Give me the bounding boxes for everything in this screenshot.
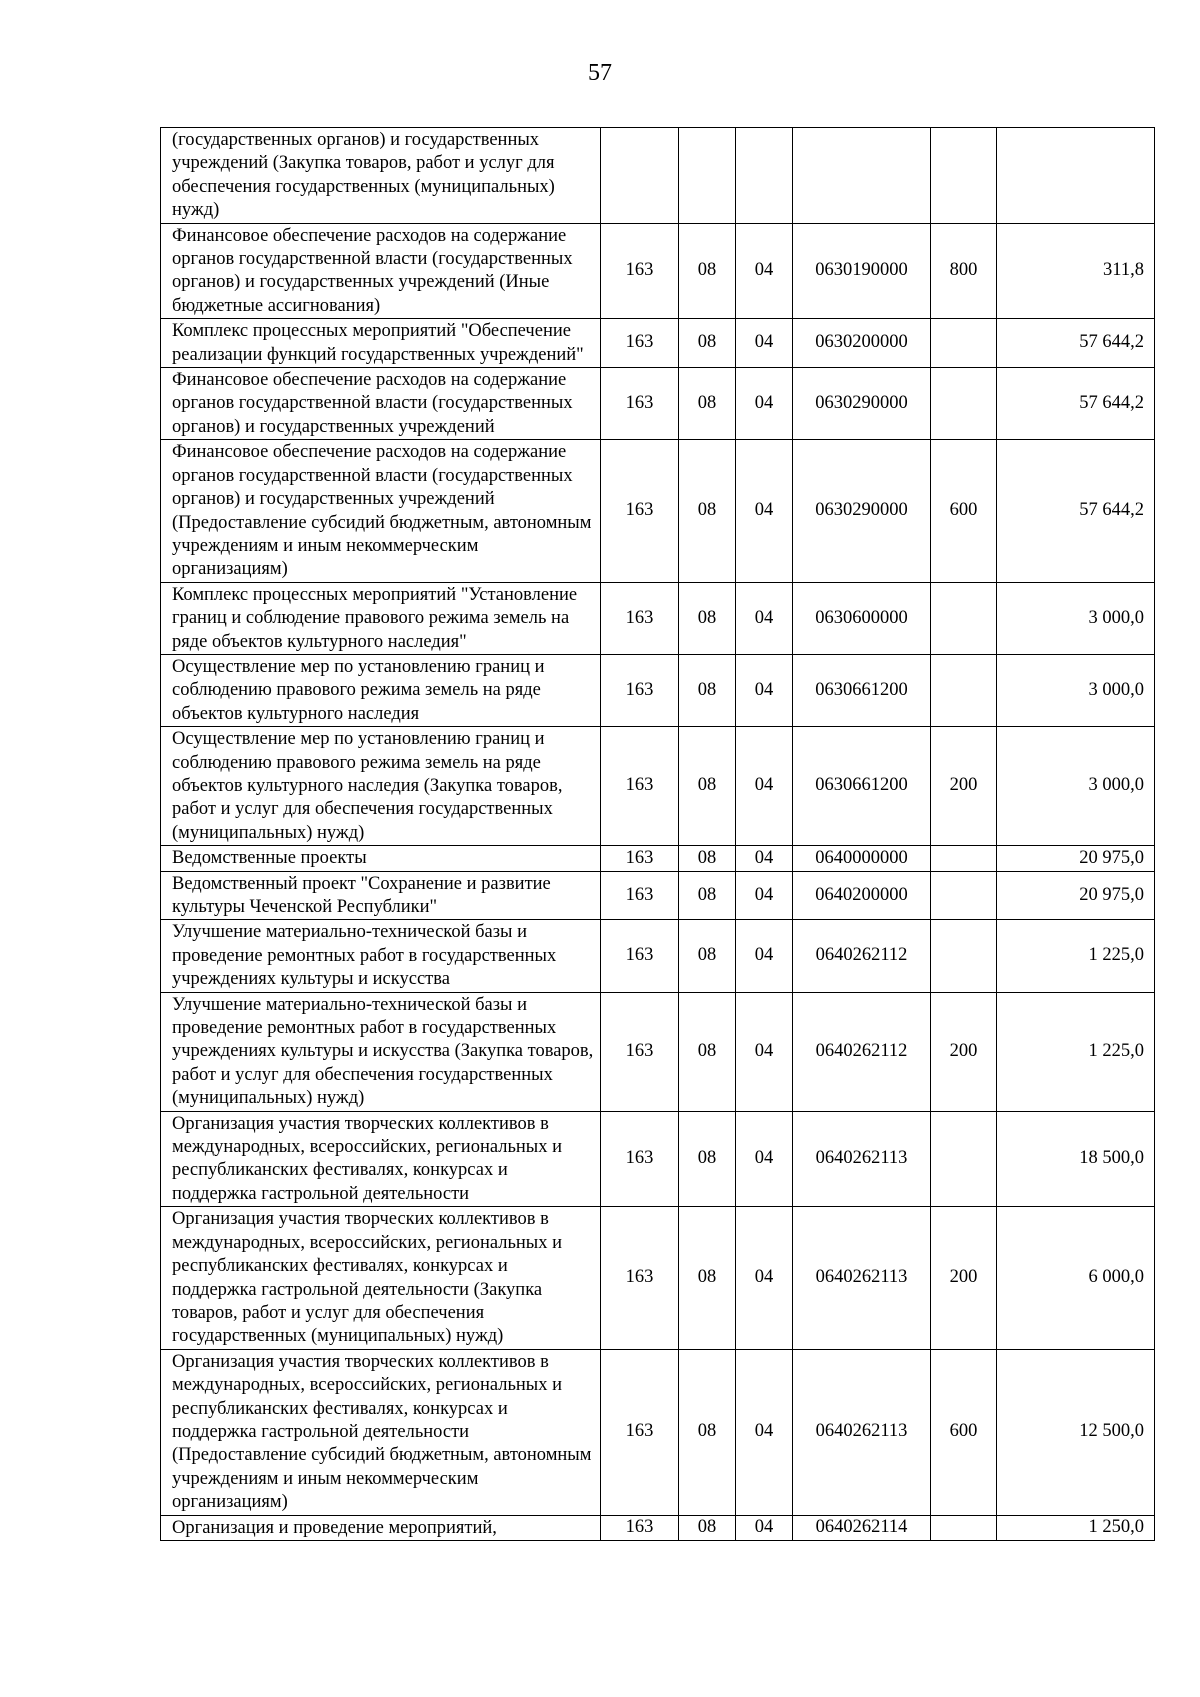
- target-article-cell: 0640262112: [793, 992, 931, 1111]
- section-code-cell: 08: [679, 1111, 736, 1207]
- table-row: [161, 582, 1155, 654]
- admin-code-cell: 163: [601, 1207, 679, 1349]
- admin-code-cell: 163: [601, 727, 679, 846]
- admin-code-cell: 163: [601, 992, 679, 1111]
- subsection-code-cell: 04: [736, 992, 793, 1111]
- section-code-cell: 08: [679, 223, 736, 319]
- admin-code-cell: 163: [601, 1349, 679, 1515]
- table-row: [161, 1515, 1155, 1540]
- section-code-cell: 08: [679, 368, 736, 440]
- expense-type-cell: [931, 128, 997, 224]
- table-row: [161, 440, 1155, 582]
- subsection-code-cell: 04: [736, 368, 793, 440]
- amount-cell: 57 644,2: [997, 319, 1155, 368]
- admin-code-cell: 163: [601, 1515, 679, 1540]
- row-name-cell: Ведомственные проекты: [161, 846, 601, 871]
- row-name-cell: Комплекс процессных мероприятий "Установление границ и соблюдение правового режима земель на ряде объектов культурного наследия": [161, 582, 601, 654]
- table-row: [161, 368, 1155, 440]
- target-article-cell: 0630200000: [793, 319, 931, 368]
- expense-type-cell: [931, 654, 997, 726]
- expense-type-cell: [931, 582, 997, 654]
- expense-type-cell: [931, 846, 997, 871]
- table-row: [161, 871, 1155, 920]
- subsection-code-cell: 04: [736, 1349, 793, 1515]
- subsection-code-cell: [736, 128, 793, 224]
- target-article-cell: 0640262113: [793, 1207, 931, 1349]
- row-name-cell: (государственных органов) и государственных учреждений (Закупка товаров, работ и услуг для обеспечения государственных (муниципальных) нужд): [161, 128, 601, 224]
- amount-cell: 1 225,0: [997, 920, 1155, 992]
- expense-type-cell: 200: [931, 992, 997, 1111]
- subsection-code-cell: 04: [736, 1207, 793, 1349]
- target-article-cell: 0640262113: [793, 1349, 931, 1515]
- amount-cell: [997, 128, 1155, 224]
- row-name-cell: Финансовое обеспечение расходов на содержание органов государственной власти (государственных органов) и государственных учреждений: [161, 368, 601, 440]
- amount-cell: 1 225,0: [997, 992, 1155, 1111]
- row-name-cell: Организация участия творческих коллективов в международных, всероссийских, региональных и республиканских фестивалях, конкурсах и поддержка гастрольной деятельности (Закупка товаров, работ и услуг для обеспечения государственных (муниципальных) нужд): [161, 1207, 601, 1349]
- target-article-cell: 0640000000: [793, 846, 931, 871]
- amount-cell: 12 500,0: [997, 1349, 1155, 1515]
- subsection-code-cell: 04: [736, 1111, 793, 1207]
- target-article-cell: 0630661200: [793, 654, 931, 726]
- table-row: [161, 654, 1155, 726]
- admin-code-cell: 163: [601, 1111, 679, 1207]
- admin-code-cell: 163: [601, 223, 679, 319]
- table-row: [161, 920, 1155, 992]
- admin-code-cell: 163: [601, 440, 679, 582]
- expense-type-cell: 600: [931, 440, 997, 582]
- admin-code-cell: 163: [601, 846, 679, 871]
- target-article-cell: 0630600000: [793, 582, 931, 654]
- section-code-cell: 08: [679, 1515, 736, 1540]
- section-code-cell: 08: [679, 846, 736, 871]
- row-name-cell: Комплекс процессных мероприятий "Обеспечение реализации функций государственных учреждений": [161, 319, 601, 368]
- subsection-code-cell: 04: [736, 871, 793, 920]
- section-code-cell: [679, 128, 736, 224]
- admin-code-cell: 163: [601, 871, 679, 920]
- section-code-cell: 08: [679, 1207, 736, 1349]
- section-code-cell: 08: [679, 871, 736, 920]
- table-row: [161, 128, 1155, 224]
- section-code-cell: 08: [679, 319, 736, 368]
- table-row: [161, 727, 1155, 846]
- table-row: [161, 1349, 1155, 1515]
- target-article-cell: 0640200000: [793, 871, 931, 920]
- expense-type-cell: [931, 871, 997, 920]
- table-row: [161, 1207, 1155, 1349]
- subsection-code-cell: 04: [736, 920, 793, 992]
- amount-cell: 1 250,0: [997, 1515, 1155, 1540]
- row-name-cell: Организация участия творческих коллективов в международных, всероссийских, региональных и республиканских фестивалях, конкурсах и поддержка гастрольной деятельности: [161, 1111, 601, 1207]
- amount-cell: 3 000,0: [997, 582, 1155, 654]
- admin-code-cell: 163: [601, 582, 679, 654]
- section-code-cell: 08: [679, 992, 736, 1111]
- target-article-cell: [793, 128, 931, 224]
- target-article-cell: 0630190000: [793, 223, 931, 319]
- expense-type-cell: 200: [931, 1207, 997, 1349]
- subsection-code-cell: 04: [736, 582, 793, 654]
- row-name-cell: Осуществление мер по установлению границ и соблюдению правового режима земель на ряде объектов культурного наследия: [161, 654, 601, 726]
- amount-cell: 57 644,2: [997, 440, 1155, 582]
- row-name-cell: Финансовое обеспечение расходов на содержание органов государственной власти (государственных органов) и государственных учреждений (Предоставление субсидий бюджетным, автономным учреждениям и иным некоммерческим организациям): [161, 440, 601, 582]
- table-row: [161, 992, 1155, 1111]
- row-name-cell: Финансовое обеспечение расходов на содержание органов государственной власти (государственных органов) и государственных учреждений (Иные бюджетные ассигнования): [161, 223, 601, 319]
- target-article-cell: 0630290000: [793, 440, 931, 582]
- admin-code-cell: 163: [601, 368, 679, 440]
- target-article-cell: 0630661200: [793, 727, 931, 846]
- subsection-code-cell: 04: [736, 319, 793, 368]
- admin-code-cell: 163: [601, 654, 679, 726]
- amount-cell: 3 000,0: [997, 727, 1155, 846]
- row-name-cell: Организация участия творческих коллективов в международных, всероссийских, региональных и республиканских фестивалях, конкурсах и поддержка гастрольной деятельности (Предоставление субсидий бюджетным, автономным учреждениям и иным некоммерческим организациям): [161, 1349, 601, 1515]
- expense-type-cell: [931, 319, 997, 368]
- amount-cell: 311,8: [997, 223, 1155, 319]
- admin-code-cell: 163: [601, 319, 679, 368]
- section-code-cell: 08: [679, 440, 736, 582]
- section-code-cell: 08: [679, 727, 736, 846]
- admin-code-cell: 163: [601, 920, 679, 992]
- row-name-cell: Улучшение материально-технической базы и проведение ремонтных работ в государственных учреждениях культуры и искусства: [161, 920, 601, 992]
- subsection-code-cell: 04: [736, 1515, 793, 1540]
- subsection-code-cell: 04: [736, 440, 793, 582]
- amount-cell: 20 975,0: [997, 871, 1155, 920]
- expense-type-cell: [931, 1111, 997, 1207]
- section-code-cell: 08: [679, 654, 736, 726]
- section-code-cell: 08: [679, 920, 736, 992]
- target-article-cell: 0640262114: [793, 1515, 931, 1540]
- amount-cell: 57 644,2: [997, 368, 1155, 440]
- section-code-cell: 08: [679, 1349, 736, 1515]
- budget-table: [160, 127, 1155, 1541]
- subsection-code-cell: 04: [736, 727, 793, 846]
- expense-type-cell: [931, 920, 997, 992]
- admin-code-cell: [601, 128, 679, 224]
- table-row: [161, 1111, 1155, 1207]
- row-name-cell: Ведомственный проект "Сохранение и развитие культуры Чеченской Республики": [161, 871, 601, 920]
- row-name-cell: Организация и проведение мероприятий,: [161, 1515, 601, 1540]
- subsection-code-cell: 04: [736, 223, 793, 319]
- row-name-cell: Улучшение материально-технической базы и проведение ремонтных работ в государственных учреждениях культуры и искусства (Закупка товаров, работ и услуг для обеспечения государственных (муниципальных) нужд): [161, 992, 601, 1111]
- table-row: [161, 319, 1155, 368]
- expense-type-cell: [931, 368, 997, 440]
- target-article-cell: 0630290000: [793, 368, 931, 440]
- section-code-cell: 08: [679, 582, 736, 654]
- expense-type-cell: 600: [931, 1349, 997, 1515]
- target-article-cell: 0640262112: [793, 920, 931, 992]
- subsection-code-cell: 04: [736, 846, 793, 871]
- table-row: [161, 846, 1155, 871]
- target-article-cell: 0640262113: [793, 1111, 931, 1207]
- table-row: [161, 223, 1155, 319]
- expense-type-cell: [931, 1515, 997, 1540]
- page-number: 57: [588, 60, 612, 86]
- amount-cell: 20 975,0: [997, 846, 1155, 871]
- amount-cell: 6 000,0: [997, 1207, 1155, 1349]
- subsection-code-cell: 04: [736, 654, 793, 726]
- amount-cell: 18 500,0: [997, 1111, 1155, 1207]
- expense-type-cell: 200: [931, 727, 997, 846]
- row-name-cell: Осуществление мер по установлению границ и соблюдению правового режима земель на ряде объектов культурного наследия (Закупка товаров, работ и услуг для обеспечения государственных (муниципальных) нужд): [161, 727, 601, 846]
- expense-type-cell: 800: [931, 223, 997, 319]
- amount-cell: 3 000,0: [997, 654, 1155, 726]
